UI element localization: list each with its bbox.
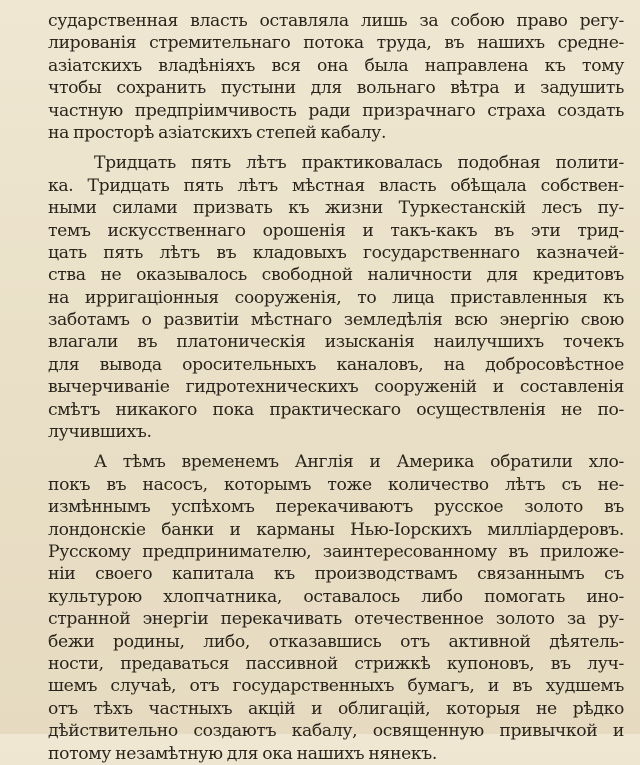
text-line: лированія стремительнаго потока труда, въ нашихъ средне- xyxy=(48,33,624,54)
text-line: азіатскихъ владѣніяхъ вся она была направлена къ тому xyxy=(48,55,624,76)
text-line: влагали въ платоническія изысканія наилучшихъ точекъ xyxy=(48,332,624,353)
text-line: частную предпріимчивость ради призрачнаго страха создать xyxy=(48,100,624,121)
text-line: А тѣмъ временемъ Англія и Америка обратили хло- xyxy=(94,452,624,473)
text-line: покъ въ насосъ, которымъ тоже количество лѣтъ съ не- xyxy=(48,474,624,495)
paragraph-2 xyxy=(48,144,624,443)
text-line: отъ тѣхъ частныхъ акцій и облигацій, которыя не рѣдко xyxy=(48,698,624,719)
text-line: культурою хлопчатника, оставалось либо помогать ино- xyxy=(48,586,624,607)
text-line: цать пять лѣтъ въ кладовыхъ государственнаго казначей- xyxy=(48,242,624,263)
text-line: для вывода оросительныхъ каналовъ, на добросовѣстное xyxy=(48,354,624,375)
text-line: чтобы сохранить пустыни для вольнаго вѣтра и задушить xyxy=(48,78,624,99)
text-line: измѣннымъ успѣхомъ перекачиваютъ русское золото въ xyxy=(48,497,624,518)
text-line: лондонскіе банки и карманы Нью-Іорскихъ милліардеровъ. xyxy=(48,519,624,540)
text-line: бежи родины, либо, отказавшись отъ активной дѣятель- xyxy=(48,631,624,652)
text-line: ными силами призвать къ жизни Туркестанскій лесъ пу- xyxy=(48,198,624,219)
text-line: ка. Тридцать пять лѣтъ мѣстная власть обѣщала собствен- xyxy=(48,175,624,196)
text-line: на ирригаціонныя сооруженія, то лица приставленныя къ xyxy=(48,287,624,308)
text-line: ства не оказывалось свободной наличности для кредитовъ xyxy=(48,265,624,286)
text-line: Русскому предпринимателю, заинтересованному въ приложе- xyxy=(48,541,624,562)
text-line: смѣтъ никакого пока практическаго осуществленія не по- xyxy=(48,399,624,420)
paragraph-3 xyxy=(48,443,624,764)
text-line: сударственная власть оставляла лишь за собою право регу- xyxy=(48,11,624,31)
text-line: дѣйствительно создаютъ кабалу, освященную привычкой и xyxy=(48,721,624,742)
text-line: шемъ случаѣ, отъ государственныхъ бумагъ, и въ худшемъ xyxy=(48,676,624,697)
text-line: темъ искусственнаго орошенія и такъ-какъ въ эти трид- xyxy=(48,220,624,241)
text-line: лучившихъ. xyxy=(48,422,152,443)
text-line: на просторѣ азіатскихъ степей кабалу. xyxy=(48,122,387,143)
text-line: странной энергіи перекачивать отечественное золото за ру- xyxy=(48,609,624,630)
text-line: заботамъ о развитіи мѣстнаго земледѣлія всю энергію свою xyxy=(48,310,624,331)
text-line: ніи своего капитала къ производствамъ связаннымъ съ xyxy=(48,564,624,585)
text-line: вычерчиваніе гидротехническихъ сооруженій и составленія xyxy=(48,377,624,398)
text-line: Тридцать пять лѣтъ практиковалась подобная полити- xyxy=(94,153,624,174)
paragraph-1 xyxy=(48,0,624,144)
text-line: ности, предаваться пассивной стрижкѣ купоновъ, въ луч- xyxy=(48,653,624,674)
text-line: потому незамѣтную для ока нашихъ нянекъ. xyxy=(48,743,437,764)
